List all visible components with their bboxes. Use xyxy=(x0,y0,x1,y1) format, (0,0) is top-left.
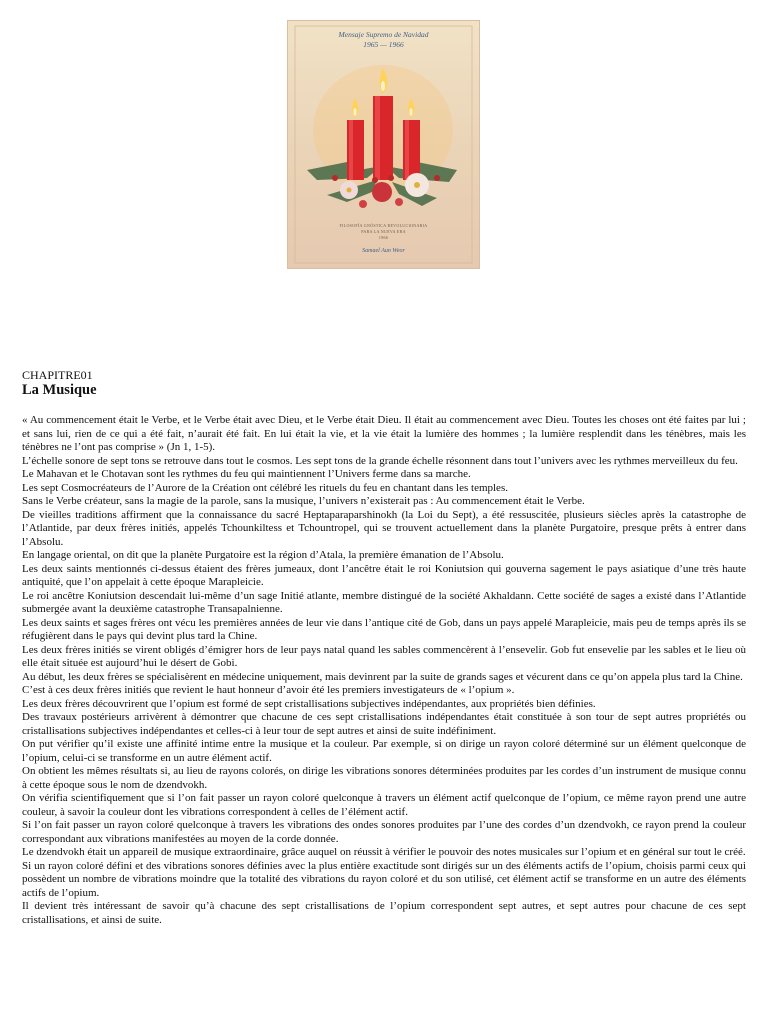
paragraph: C’est à ces deux frères initiés que revient le haut honneur d’avoir été les premiers investigateurs de « l’opium ». xyxy=(22,684,515,696)
paragraph: Les deux saints et sages frères ont vécu les premières années de leur vie dans l’antique cité de Gob, dans un pays appelé Marapleicie, mais peu de temps après ils se réfugièrent dans le pays qui devint plus tard la Chine. xyxy=(22,616,746,642)
paragraph: Sans le Verbe créateur, sans la magie de la parole, sans la musique, l’univers n’existerait pas : Au commencement était le Verbe. xyxy=(22,495,585,507)
paragraph: « Au commencement était le Verbe, et le Verbe était avec Dieu, et le Verbe était Dieu. Il était au commencement avec Dieu. Toutes les choses ont été faites par lui ; et sans lui, rien de ce qui a été fait, n’aurait été fait. En lui était la vie, et la vie était la lumière des hommes ; la lumière resplendit dans les ténèbres, mais les ténèbres ne l’ont pas comprise » (Jn 1, 1-5). xyxy=(22,414,746,453)
cover-title: Mensaje Supremo de Navidad xyxy=(338,30,429,39)
paragraph: On put vérifier qu’il existe une affinité intime entre la musique et la couleur. Par exemple, si on dirige un rayon coloré déterminé sur un élément quelconque de l’opium, celui-ci se transforme en un autre élément actif. xyxy=(22,738,746,764)
paragraph: Des travaux postérieurs arrivèrent à démontrer que chacune de ces sept cristallisations indépendantes était constituée à son tour de sept autres propriétés ou cristallisations subjectives indépendantes et celles-ci à leur tour de sept autres et ainsi de suite indéfiniment. xyxy=(22,711,746,737)
paragraph: Si un rayon coloré défini et des vibrations sonores définies avec la plus entière exactitude sont dirigés sur un des éléments actifs de l’opium, choisis parmi ceux qui possèdent un nombre de vibrations moindre que la totalité des vibrations du rayon coloré et du son utilisé, cet élément actif se transforme en un autre des éléments actifs de l’opium. xyxy=(22,859,746,899)
paragraph: On obtient les mêmes résultats si, au lieu de rayons colorés, on dirige les vibrations sonores déterminées produites par les cordes d’un instrument de musique connu à cette époque sous le nom de dzendvokh. xyxy=(22,765,746,791)
paragraph: Les deux frères initiés se virent obligés d’émigrer hors de leur pays natal quand les sables commencèrent à l’ensevelir. Gob fut ensevelie par les sables et le lieu où elle était située est aujourd’hui le désert de Gobi. xyxy=(22,643,746,669)
paragraph: Au début, les deux frères se spécialisèrent en médecine uniquement, mais devinrent par la suite de grands sages et vécurent dans ce qu’on appela plus tard la Chine. xyxy=(22,670,743,683)
paragraph: En langage oriental, on dit que la planète Purgatoire est la région d’Atala, la première émanation de l’Absolu. xyxy=(22,549,504,561)
paragraph: Le dzendvokh était un appareil de musique extraordinaire, grâce auquel on réussit à vérifier le pouvoir des notes musicales sur l’opium et en général sur tout le créé. xyxy=(22,846,746,858)
paragraph: De vieilles traditions affirment que la connaissance du sacré Heptaparaparshinokh (la Loi du Sept), a été ressuscitée, plusieurs siècles après la catastrophe de l’Atlantide, par deux frères initiés, appelés Tchounkiltess et Tchountropel, qui se trouvent actuellement dans la planète Purgatoire, presque prêts à entrer dans l’Absolu. xyxy=(22,508,746,548)
cover-org-line: PARA LA NUEVA ERA xyxy=(361,229,406,234)
chapter-label: CHAPITRE01 xyxy=(22,368,93,382)
cover-signature: Samael Aun Weor xyxy=(362,248,405,254)
cover-organization xyxy=(307,223,460,241)
paragraph: Le roi ancêtre Koniutsion descendait lui-même d’un sage Initié atlante, membre distingué de la société Akhaldann. Cette société de sages a existé dans l’Atlantide submergée avant la deuxième catastrophe Transapalnienne. xyxy=(22,589,746,615)
paragraph: Les deux saints mentionnés ci-dessus étaient des frères jumeaux, dont l’ancêtre était le roi Koniutsion qui gouverna sagement le pays asiatique d’une très haute antiquité, que l’on appelait à cette époque Marapleicie. xyxy=(22,562,746,588)
chapter-title: La Musique xyxy=(22,382,97,398)
paragraph: L’échelle sonore de sept tons se retrouve dans tout le cosmos. Les sept tons de la grande échelle résonnent dans tout l’univers avec les rythmes merveilleux du feu. xyxy=(22,454,738,467)
cover-years: 1965 — 1966 xyxy=(363,40,404,49)
cover-org-line: 1966 xyxy=(378,235,389,240)
paragraph: On vérifia scientifiquement que si l’on fait passer un rayon coloré quelconque à travers un élément actif quelconque de l’opium, ce même rayon prend une autre couleur, à savoir la couleur dont les vibrations correspondent à celles de l’élément actif. xyxy=(22,792,746,818)
body-text xyxy=(22,414,746,927)
cover-org-line: FILOSOFÍA GNÓSTICA REVOLUCIONARIA xyxy=(339,223,428,228)
paragraph: Si l’on fait passer un rayon coloré quelconque à travers les vibrations des ondes sonores produites par l’une des cordes d’un dzendvokh, ce rayon prend la couleur correspondant aux vibrations manifestées au moyen de la corde donnée. xyxy=(22,819,746,845)
book-cover-image xyxy=(287,20,480,269)
paragraph: Les deux frères découvrirent que l’opium est formé de sept cristallisations subjectives indépendantes, aux propriétés bien définies. xyxy=(22,697,596,710)
paragraph: Il devient très intéressant de savoir qu’à chacune des sept cristallisations de l’opium correspondent sept autres, et sept autres pour chacune de ces sept cristallisations, et ainsi de suite. xyxy=(22,900,746,926)
paragraph: Les sept Cosmocréateurs de l’Aurore de la Création ont célébré les rituels du feu en chantant dans les temples. xyxy=(22,481,508,494)
paragraph: Le Mahavan et le Chotavan sont les rythmes du feu qui maintiennent l’Univers ferme dans sa marche. xyxy=(22,468,471,480)
